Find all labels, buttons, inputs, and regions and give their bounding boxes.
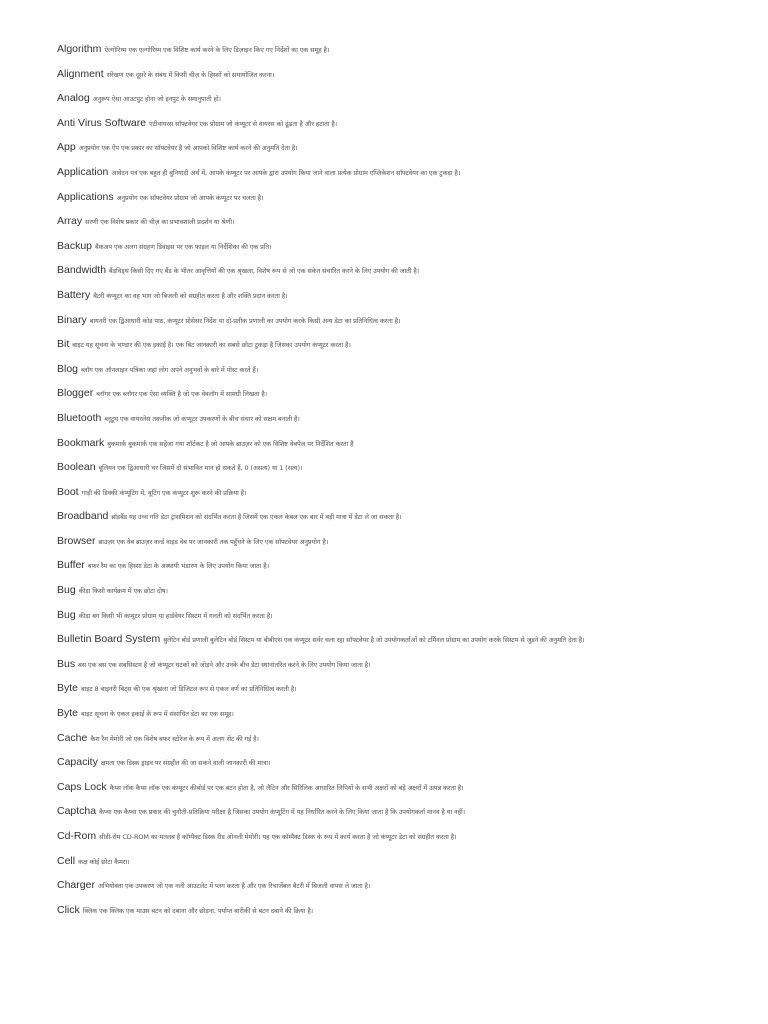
- glossary-term: Analog: [57, 92, 90, 105]
- glossary-definition: एंटीवायरस सॉफ्टवेयर एक प्रोग्राम जो कंप्यूटर से वायरस को ढूंढता है और हटाता है।: [149, 119, 338, 128]
- glossary-term: Bus: [57, 657, 76, 670]
- glossary-entry: [57, 283, 762, 308]
- glossary-term: Blogger: [57, 387, 94, 400]
- glossary-entry: [57, 431, 762, 456]
- glossary-entry: [57, 111, 762, 136]
- glossary-definition: संरेखण एक दूसरे के संबंध में किसी चीज़ के हिस्सों को समायोजित करना।: [106, 70, 275, 79]
- glossary-entry: [57, 480, 762, 505]
- glossary-entry: [57, 234, 762, 259]
- glossary-entry: [57, 37, 762, 62]
- glossary-term: Capacity: [57, 756, 98, 769]
- glossary-definition: बूलियन एक द्विआधारी चर जिसमें दो संभावित मान हो सकते हैं, 0 (असत्य) या 1 (सत्य)।: [98, 464, 303, 473]
- glossary-term: Alignment: [57, 67, 104, 80]
- glossary-definition: सरणी एक विशेष प्रकार की चीज़ का प्रभावशाली प्रदर्शन या श्रेणी।: [85, 218, 235, 227]
- glossary-entry: [57, 652, 762, 677]
- glossary-term: Broadband: [57, 510, 109, 523]
- glossary-definition: कैश रैम मेमोरी जो एक विशेष बफर स्टोरेज के रूप में अलग सेट की गई है।: [90, 734, 259, 743]
- glossary-term: Boot: [57, 485, 79, 498]
- glossary-term: Caps Lock: [57, 780, 107, 793]
- glossary-entry: [57, 578, 762, 603]
- glossary-entry: [57, 701, 762, 726]
- glossary-term: Bug: [57, 608, 76, 621]
- glossary-entry: [57, 86, 762, 111]
- glossary-definition: बैटरी कंप्यूटर का वह भाग जो बिजली को संग्रहीत करता है और शक्ति प्रदान करता है।: [93, 291, 288, 300]
- glossary-term: Battery: [57, 288, 91, 301]
- glossary-term: Charger: [57, 879, 95, 892]
- glossary-term: Byte: [57, 682, 79, 695]
- glossary-entry: [57, 160, 762, 185]
- glossary-term: Cache: [57, 731, 88, 744]
- glossary-term: Cell: [57, 854, 76, 867]
- glossary-definition: कैप्चा एक कैप्चा एक प्रकार की चुनौती-प्रतिक्रिया परीक्षा है जिसका उपयोग कंप्यूटिंग में यह निर्धारित करने के लिए किया जाता है कि उपयोगकर्ता मानव है या नहीं।: [99, 808, 465, 817]
- glossary-term: Captcha: [57, 805, 97, 818]
- glossary-definition: अभियोक्ता एक उपकरण जो एक नली आउटलेट में प्लग करता है और एक रिचार्जेबल बैटरी में बिजली वापस ले जाता है।: [97, 882, 371, 891]
- glossary-term: Click: [57, 903, 80, 916]
- glossary-definition: बाइट 8 बाइनरी बिट्स की एक श्रृंखला जो डिजिटल रूप से एकल वर्ण का प्रतिनिधित्व करती है।: [81, 685, 297, 694]
- glossary-definition: गाड़ी की डिक्की कंप्यूटिंग में, बूटिंग एक कंप्यूटर शुरू करने की प्रक्रिया है।: [81, 488, 247, 497]
- glossary-list: [57, 37, 762, 922]
- glossary-entry: [57, 627, 762, 652]
- glossary-definition: बैंडविड्थ किसी दिए गए बैंड के भीतर आवृत्तियों की एक श्रृंखला, विशेष रूप से जो एक संकेत संचारित करने के लिए उपयोग की जाती है।: [109, 267, 420, 276]
- glossary-entry: [57, 553, 762, 578]
- glossary-term: Array: [57, 215, 83, 228]
- glossary-definition: बाइट यह सूचना के भण्डार की एक इकाई है। एक बिट जानकारी का सबसे छोटा टुकड़ा है जिसका उपयोग कंप्यूटर करता है।: [72, 341, 351, 350]
- glossary-definition: बैकअप एक अलग संग्रहण डिवाइस पर एक फ़ाइल या निर्देशिका की एक प्रति।: [95, 242, 272, 251]
- glossary-entry: [57, 406, 762, 431]
- glossary-definition: अनुप्रयोग एक सॉफ्टवेयर प्रोग्राम जो आपके कंप्यूटर पर चलता है।: [116, 193, 264, 202]
- glossary-term: Cd-Rom: [57, 830, 97, 842]
- glossary-definition: कैप्स लॉक कैप्स लॉक एक कंप्यूटर कीबोर्ड पर एक बटन होता है, जो लैटिन और सिरिलिक आधारित लिपियों के सभी अक्षरों को बड़े अक्षरों में उत्पन्न करता है।: [109, 783, 464, 792]
- glossary-entry: [57, 898, 762, 923]
- glossary-definition: ब्लॉगर एक ब्लॉगर एक ऐसा व्यक्ति है जो एक वेबलॉग में सामग्री लिखता है।: [96, 390, 268, 399]
- glossary-definition: ब्रॉडबैंड यह उच्च गति डेटा ट्रांसमिशन को संदर्भित करता है जिसमें एक एकल केबल एक बार में बड़ी मात्रा में डेटा ले जा सकता है।: [111, 513, 402, 522]
- glossary-term: Binary: [57, 313, 87, 326]
- glossary-definition: कीड़ा बग किसी भी कंप्यूटर प्रोग्राम या हार्डवेयर सिस्टम में गलती को संदर्भित करता है।: [78, 611, 273, 620]
- glossary-term: Backup: [57, 239, 93, 252]
- glossary-term: Bug: [57, 584, 76, 597]
- glossary-entry: [57, 381, 762, 406]
- glossary-definition: अनुरूप ऐसा आउटपुट होना जो इनपुट के समानुपाती हो।: [92, 95, 221, 104]
- glossary-entry: [57, 603, 762, 628]
- glossary-entry: [57, 529, 762, 554]
- glossary-entry: [57, 332, 762, 357]
- glossary-definition: बस एक बस एक सबसिस्टम है जो कंप्यूटर घटकों को जोड़ने और उनके बीच डेटा स्थानांतरित करने के लिए उपयोग किया जाता है।: [78, 660, 371, 669]
- glossary-entry: [57, 357, 762, 382]
- glossary-definition: ब्लूटूथ एक वायरलेस तकनीक जो कंप्यूटर उपकरणों के बीच संचार को सक्षम बनाती है।: [104, 414, 300, 423]
- glossary-definition: ब्लॉग एक ऑनलाइन पत्रिका जहां लोग अपने अनुभवों के बारे में पोस्ट करते हैं।: [81, 365, 259, 374]
- glossary-definition: बाइट सूचना के एकल इकाई के रूप में संसाधित डेटा का एक समूह।: [81, 710, 234, 719]
- glossary-entry: [57, 455, 762, 480]
- glossary-definition: कीड़ा किसी कार्यक्रम में एक छोटा दोष।: [78, 587, 168, 596]
- glossary-definition: कक्ष कोई छोटा कैमरा।: [78, 857, 130, 866]
- glossary-term: Bit: [57, 338, 70, 351]
- glossary-definition: अनुप्रयोग एक ऐप एक प्रकार का सॉफ्टवेयर है जो आपको विशिष्ट कार्य करने की अनुमति देता है।: [78, 144, 298, 153]
- glossary-term: Browser: [57, 534, 96, 547]
- glossary-term: Bandwidth: [57, 264, 107, 277]
- glossary-term: App: [57, 141, 76, 154]
- glossary-entry: [57, 308, 762, 333]
- glossary-entry: [57, 676, 762, 701]
- glossary-entry: [57, 775, 762, 800]
- glossary-entry: [57, 504, 762, 529]
- glossary-definition: क्षमता एक डिस्क ड्राइव पर संग्रहीत की जा सकने वाली जानकारी की मात्रा।: [100, 759, 271, 768]
- glossary-definition: क्लिक एक क्लिक एक माउस बटन को दबाना और छोड़ना, पर्याप्त बारीकी से बटन दबाने की क्रिया है।: [82, 906, 314, 915]
- glossary-entry: [57, 824, 762, 849]
- glossary-definition: बफ़र रैम का एक हिस्सा डेटा के अस्थायी भंडारण के लिए उपयोग किया जाता है।: [87, 562, 270, 571]
- glossary-term: Application: [57, 165, 109, 178]
- glossary-term: Boolean: [57, 461, 96, 474]
- glossary-term: Bluetooth: [57, 411, 102, 424]
- glossary-entry: [57, 726, 762, 751]
- glossary-entry: [57, 799, 762, 824]
- glossary-entry: [57, 258, 762, 283]
- glossary-term: Buffer: [57, 559, 85, 572]
- glossary-term: Byte: [57, 707, 79, 720]
- glossary-entry: [57, 750, 762, 775]
- glossary-term: Blog: [57, 362, 79, 375]
- glossary-term: Anti Virus Software: [57, 116, 147, 129]
- glossary-definition: बुकमार्क बुकमार्क एक सहेजा गया शॉर्टकट है जो आपके ब्राउज़र को एक विशिष्ट वेबपेज पर निर्देशित करता है: [107, 439, 354, 448]
- glossary-definition: ब्राउज़र एक वेब ब्राउज़र वर्ल्ड वाइड वेब पर जानकारी तक पहुँचने के लिए एक सॉफ्टवेयर अनुप्रयोग है।: [98, 537, 329, 546]
- glossary-entry: [57, 185, 762, 210]
- glossary-entry: [57, 209, 762, 234]
- glossary-term: Algorithm: [57, 43, 102, 55]
- glossary-term: Bookmark: [57, 436, 105, 449]
- glossary-definition: ऐल्गोरिथ्म एक एल्गोरिथ्म एक विशिष्ट कार्य करने के लिए डिज़ाइन किए गए निर्देशों का एक समूह है।: [104, 46, 330, 54]
- glossary-definition: बायनरी एक द्विआधारी कोड पाठ, कंप्यूटर प्रोसेसर निर्देश या दो-प्रतीक प्रणाली का उपयोग करके किसी अन्य डेटा का प्रतिनिधित्व करता है।: [89, 316, 401, 325]
- glossary-entry: [57, 62, 762, 87]
- glossary-entry: [57, 849, 762, 874]
- glossary-term: Bulletin Board System: [57, 633, 161, 646]
- glossary-definition: सीडी-रोम CD-ROM का मतलब है कॉम्पैक्ट डिस्क रीड ओनली मेमोरी। यह एक कॉम्पैक्ट डिस्क के रूप में कार्य करता है जो कंप्यूटर डेटा को संग्रहीत करता है।: [99, 833, 457, 841]
- glossary-term: Applications: [57, 190, 114, 203]
- glossary-definition: आवेदन पत्र एक बहुत ही बुनियादी अर्थ में, आपके कंप्यूटर पर आपके द्वारा उपयोग किया जाने वाला प्रत्येक प्रोग्राम एप्लिकेशन सॉफ्टवेयर का एक टुकड़ा है।: [111, 168, 461, 177]
- glossary-definition: बुलेटिन बोर्ड प्रणाली बुलेटिन बोर्ड सिस्टम या बीबीएस एक कंप्यूटर सर्वर चला रहा सॉफ्टवेयर है जो उपयोगकर्ताओं को टर्मिनल प्रोग्राम का उपयोग करके सिस्टम से जुड़ने की अनुमति देता है।: [163, 636, 585, 645]
- glossary-entry: [57, 135, 762, 160]
- glossary-entry: [57, 873, 762, 898]
